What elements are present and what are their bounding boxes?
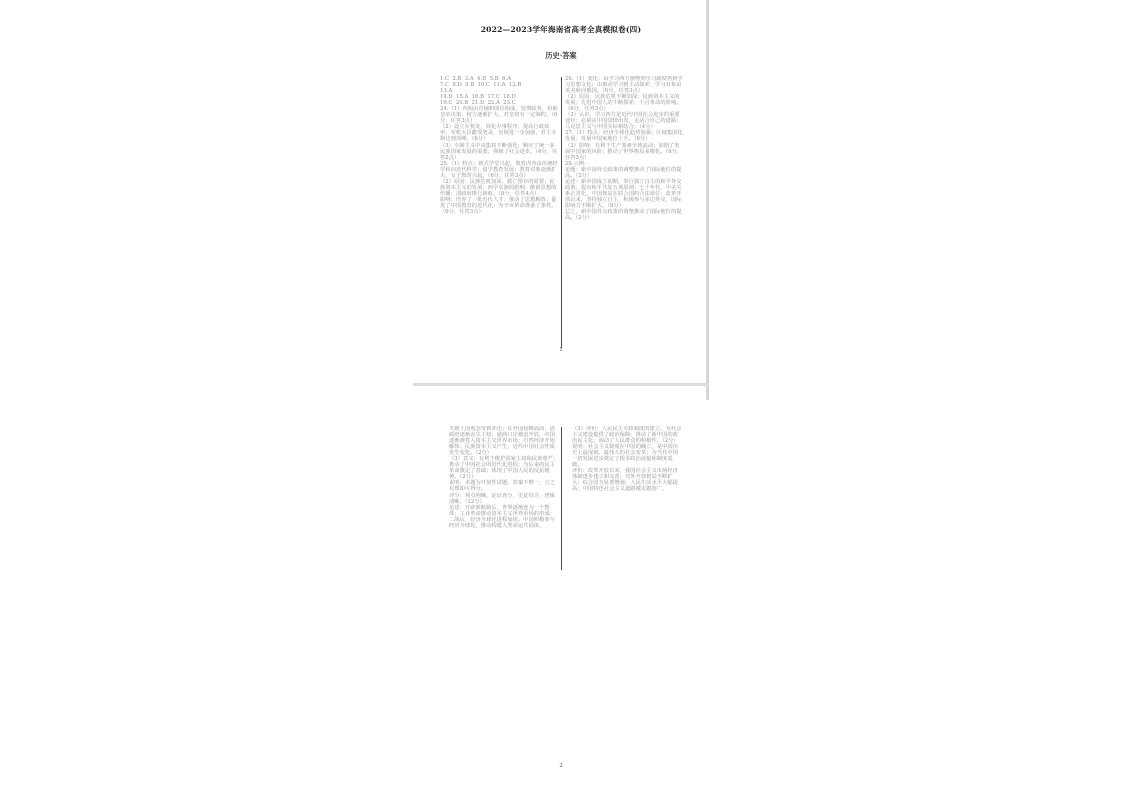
page-2-right-column: （3）评价：人民民主专政制度的建立，为社会主义建设提供了政治保障；推动了新中国的政治民主化；调动了人民群众的积极性。（2分） 说明：社会主义制度在中国的确立，是中国历史上最深刻、最伟大的社会变革；为当代中国一切发展进步奠定了根本政治前提和制度基础。 评价：改革开放以来，我国社会主义市场经济体制逐步建立和完善；对外开放格局不断扩大；综合国力显著增强；人民生活水平大幅提高；中国特色社会主义道路越走越宽广。 (572, 426, 682, 493)
document-title: 2022—2023学年海南省高考全真模拟卷(四) (480, 25, 642, 34)
page-number: 2 (559, 763, 563, 769)
page-1-right-column: 26.（1）变化：由学习西方器物到学习制度再到学习思想文化；由被动学习到主动探索；学习对象由英美转向俄国。（6分，任答3点） （2）原因：民族危机不断加深；民族资本主义的发展；先进中国人的不断探索；十月革命的影响。（6分，任答3点） （3）认识：学习西方是近代中国社会进步的重要途径；必须从中国国情出发，走适合自己的道路；马克思主义与中国实际相结合。（4分） 27.（1）特点：经济全球化趋势加强；区域集团化发展；发展中国家地位上升。（6分） （2）影响：有利于生产要素全球流动；加剧了发展中国家的风险；推动了世界格局多极化。（6分，任答3点） 28.示例： 论题：新中国外交政策的调整推动了国际地位的提高。（2分） 论述：新中国成立初期，奉行独立自主的和平外交政策，提出和平共处五项原则；七十年代，中美关系正常化，中国恢复在联合国的合法席位；改革开放以来，坚持独立自主，积极参与多边外交，国际影响力不断扩大。（8分） 总之，新中国外交政策的调整推动了国际地位的提高。（2分） (565, 76, 683, 222)
page-1-left-column: 1.C 2.B 3.A 4.D 5.B 6.A 7.C 8.D 9.B 10.C 11.A 12.B 13.A 14.D 15.A 16.B 17.C 18.D 19.C 20.B 21.D 22.A 23.C 24.（1）内阁由首辅和阁臣组成，处理政务，协助皇帝决策；权力逐渐扩大，对皇权有一定制约。（6分，任答3点） （2）设立军机处，简化办事程序，提高行政效率；军机大臣跪受笔录，皇权进一步加强，君主专制达到顶峰。（6分） （3）专制主义中央集权不断强化；顺应了统一多民族国家发展的需要；抑制了社会进步。（4分，任答2点） 25.（1）特点：新式学堂兴起，教育内容由传统经学转向近代科学；留学教育发展；教育对象逐渐扩大，女子教育兴起。（6分，任答3点） （2）原因：民族危机加深，救亡图存的需要；民族资本主义的发展；西学东渐的影响；维新思想的传播；清政府推行新政。（8分，任答4点） 影响：培养了一批近代人才；推动了思想解放；促进了中国教育的近代化；为辛亥革命准备了条件。（6分，任答3点） (440, 76, 558, 216)
document-subtitle: 历史·答案 (545, 51, 577, 60)
page-number: 1 (559, 347, 563, 353)
column-divider (561, 427, 562, 570)
page-2-left-column: 天朝上国观念受到冲击；在外国侵略面前，清政府逐渐丧失主权；通商口岸被迫开放，中国逐渐被卷入资本主义世界市场；自然经济开始解体；民族资本主义产生；近代中国社会性质发生变化。（2分） （3）意义：有利于维护国家主权和民族尊严；推动了中国社会的近代化进程；为后来的民主革命奠定了基础；体现了中国人民的反抗精神。（2分） 说明：本题为开放性试题，答案不唯一，言之有理即可得分。 评分：观点明确，论证充分，史论结合，逻辑清晰。（12分） 论述：开辟新航路后，世界逐渐连为一个整体；工业革命推动资本主义世界市场的形成；二战后，经济全球化进程加快；中国积极参与经济全球化，推动构建人类命运共同体。 (449, 426, 559, 529)
page-separator (413, 383, 709, 386)
column-divider (561, 77, 562, 348)
